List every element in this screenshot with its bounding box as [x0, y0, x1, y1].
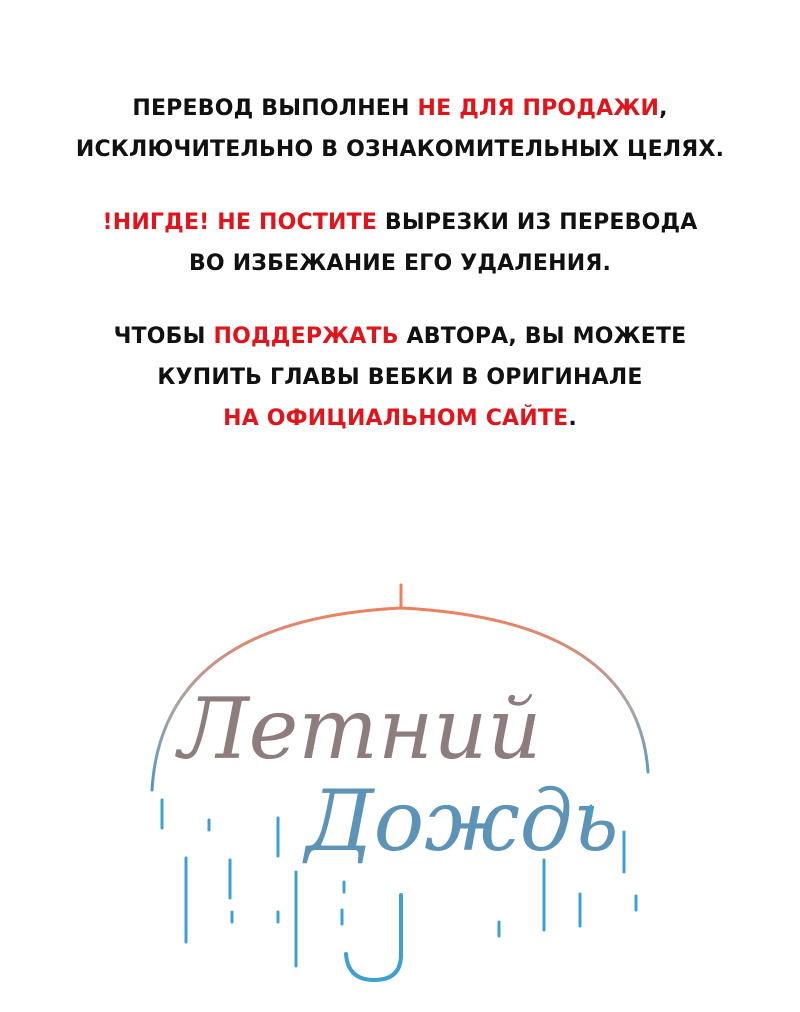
notice-paragraph-1 — [0, 88, 800, 170]
notice-highlight-not-for-sale: НЕ ДЛЯ ПРОДАЖИ — [417, 96, 660, 121]
logo-word-rain: Дождь — [305, 772, 619, 870]
notice-line: КУПИТЬ ГЛАВЫ ВЕБКИ В ОРИГИНАЛЕ — [157, 365, 643, 390]
disclaimer-notice — [0, 88, 800, 471]
notice-text: ПЕРЕВОД ВЫПОЛНЕН — [132, 96, 418, 121]
notice-highlight-support: ПОДДЕРЖАТЬ — [213, 324, 399, 349]
notice-line: ВО ИЗБЕЖАНИЕ ЕГО УДАЛЕНИЯ. — [188, 251, 612, 276]
summer-rain-logo — [0, 560, 800, 1012]
notice-line — [0, 398, 800, 439]
notice-paragraph-3 — [0, 316, 800, 439]
notice-line — [0, 202, 800, 243]
logo-word-summer: Летний — [178, 680, 542, 778]
notice-paragraph-2 — [0, 202, 800, 284]
notice-line — [0, 316, 800, 357]
notice-text: ВЫРЕЗКИ ИЗ ПЕРЕВОДА — [377, 210, 698, 235]
notice-line — [0, 88, 800, 129]
notice-text: АВТОРА, ВЫ МОЖЕТЕ — [398, 324, 687, 349]
umbrella-handle — [346, 895, 401, 980]
official-site-link-text: НА ОФИЦИАЛЬНОМ САЙТЕ — [223, 406, 569, 431]
notice-text: , — [659, 96, 668, 121]
notice-text: . — [568, 406, 577, 431]
notice-highlight-do-not-post: !НИГДЕ! НЕ ПОСТИТЕ — [102, 210, 378, 235]
notice-text: ЧТОБЫ — [113, 324, 214, 349]
notice-line: ИСКЛЮЧИТЕЛЬНО В ОЗНАКОМИТЕЛЬНЫХ ЦЕЛЯХ. — [75, 137, 725, 162]
